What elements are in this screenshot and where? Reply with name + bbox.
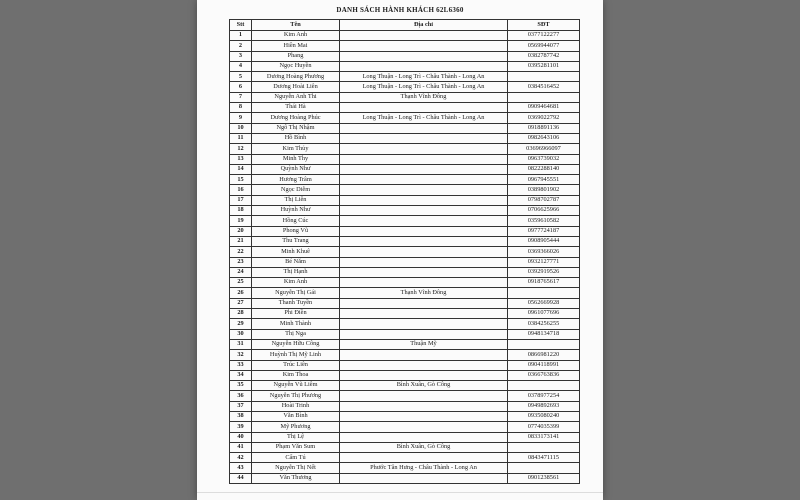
passenger-name: Nguyễn Vũ Liêm bbox=[252, 381, 340, 391]
passenger-address bbox=[340, 257, 508, 267]
passenger-phone: 0382787742 bbox=[508, 51, 580, 61]
passenger-address bbox=[340, 453, 508, 463]
table-row bbox=[230, 216, 580, 226]
row-number: 38 bbox=[230, 411, 252, 421]
table-row bbox=[230, 247, 580, 257]
passenger-phone: 0366763836 bbox=[508, 370, 580, 380]
table-row bbox=[230, 82, 580, 92]
table-row bbox=[230, 422, 580, 432]
row-number: 4 bbox=[230, 61, 252, 71]
passenger-phone: 0562669928 bbox=[508, 298, 580, 308]
passenger-address bbox=[340, 206, 508, 216]
passenger-phone: 0901238561 bbox=[508, 473, 580, 483]
passenger-address: Thạnh Vĩnh Đông bbox=[340, 92, 508, 102]
passenger-phone: 0377122277 bbox=[508, 31, 580, 41]
passenger-address: Bình Xuân, Gò Công bbox=[340, 442, 508, 452]
passenger-name: Nguyễn Thị Nết bbox=[252, 463, 340, 473]
row-number: 34 bbox=[230, 370, 252, 380]
passenger-phone: 0961077696 bbox=[508, 309, 580, 319]
passenger-name: Nguyễn Hữu Công bbox=[252, 339, 340, 349]
table-row bbox=[230, 257, 580, 267]
passenger-phone: 0706625966 bbox=[508, 206, 580, 216]
passenger-name: Mỹ Phương bbox=[252, 422, 340, 432]
row-number: 18 bbox=[230, 206, 252, 216]
column-header-address: Địa chỉ bbox=[340, 20, 508, 31]
passenger-name: Thị Liên bbox=[252, 195, 340, 205]
passenger-name: Minh Thy bbox=[252, 154, 340, 164]
row-number: 41 bbox=[230, 442, 252, 452]
passenger-name: Nguyễn Anh Thi bbox=[252, 92, 340, 102]
passenger-address bbox=[340, 103, 508, 113]
passenger-table bbox=[229, 19, 580, 484]
passenger-phone: 0904118991 bbox=[508, 360, 580, 370]
passenger-name: Ngọc Diễm bbox=[252, 185, 340, 195]
table-row bbox=[230, 103, 580, 113]
row-number: 26 bbox=[230, 288, 252, 298]
passenger-name: Hoài Trinh bbox=[252, 401, 340, 411]
passenger-address bbox=[340, 319, 508, 329]
passenger-phone: 0977724187 bbox=[508, 226, 580, 236]
table-row bbox=[230, 164, 580, 174]
passenger-name: Huỳnh Như bbox=[252, 206, 340, 216]
passenger-phone: 0384516452 bbox=[508, 82, 580, 92]
passenger-address bbox=[340, 411, 508, 421]
passenger-phone: 0843471115 bbox=[508, 453, 580, 463]
passenger-address: Long Thuận - Long Trì - Châu Thành - Long An bbox=[340, 72, 508, 82]
passenger-name: Ngọc Huyền bbox=[252, 61, 340, 71]
passenger-address bbox=[340, 298, 508, 308]
row-number: 15 bbox=[230, 175, 252, 185]
passenger-phone: 0949892693 bbox=[508, 401, 580, 411]
row-number: 22 bbox=[230, 247, 252, 257]
row-number: 30 bbox=[230, 329, 252, 339]
table-row bbox=[230, 175, 580, 185]
table-row bbox=[230, 133, 580, 143]
passenger-address bbox=[340, 154, 508, 164]
passenger-name: Nguyễn Thị Gái bbox=[252, 288, 340, 298]
table-row bbox=[230, 72, 580, 82]
table-row bbox=[230, 41, 580, 51]
passenger-address bbox=[340, 432, 508, 442]
row-number: 12 bbox=[230, 144, 252, 154]
passenger-name: Trúc Liên bbox=[252, 360, 340, 370]
row-number: 29 bbox=[230, 319, 252, 329]
passenger-phone: 0963739032 bbox=[508, 154, 580, 164]
passenger-address: Long Thuận - Long Trì - Châu Thành - Long An bbox=[340, 82, 508, 92]
row-number: 35 bbox=[230, 381, 252, 391]
row-number: 39 bbox=[230, 422, 252, 432]
passenger-name: Hiền Mai bbox=[252, 41, 340, 51]
passenger-address: Long Thuận - Long Trì - Châu Thành - Long An bbox=[340, 113, 508, 123]
passenger-phone: 0967945551 bbox=[508, 175, 580, 185]
passenger-address: Bình Xuân, Gò Công bbox=[340, 381, 508, 391]
table-row bbox=[230, 370, 580, 380]
passenger-address bbox=[340, 41, 508, 51]
row-number: 7 bbox=[230, 92, 252, 102]
passenger-address bbox=[340, 51, 508, 61]
row-number: 44 bbox=[230, 473, 252, 483]
table-row bbox=[230, 411, 580, 421]
passenger-address bbox=[340, 31, 508, 41]
table-row bbox=[230, 339, 580, 349]
table-row bbox=[230, 113, 580, 123]
row-number: 17 bbox=[230, 195, 252, 205]
passenger-phone: 0948134718 bbox=[508, 329, 580, 339]
table-row bbox=[230, 319, 580, 329]
table-row bbox=[230, 144, 580, 154]
row-number: 5 bbox=[230, 72, 252, 82]
passenger-address bbox=[340, 164, 508, 174]
table-row bbox=[230, 51, 580, 61]
passenger-name: Thu Trang bbox=[252, 236, 340, 246]
passenger-name: Thái Hà bbox=[252, 103, 340, 113]
row-number: 8 bbox=[230, 103, 252, 113]
page-edge bbox=[197, 492, 603, 493]
table-row bbox=[230, 267, 580, 277]
passenger-name: Minh Khuê bbox=[252, 247, 340, 257]
passenger-phone: 0909464681 bbox=[508, 103, 580, 113]
passenger-address bbox=[340, 247, 508, 257]
table-row bbox=[230, 288, 580, 298]
passenger-address bbox=[340, 370, 508, 380]
passenger-name: Hồng Cúc bbox=[252, 216, 340, 226]
passenger-phone: 0569944077 bbox=[508, 41, 580, 51]
passenger-name: Dương Hoàng Phúc bbox=[252, 113, 340, 123]
row-number: 11 bbox=[230, 133, 252, 143]
row-number: 42 bbox=[230, 453, 252, 463]
passenger-name: Văn Bình bbox=[252, 411, 340, 421]
passenger-address bbox=[340, 278, 508, 288]
passenger-name: Quỳnh Như bbox=[252, 164, 340, 174]
passenger-phone: 0798702787 bbox=[508, 195, 580, 205]
passenger-phone: 0389801902 bbox=[508, 185, 580, 195]
passenger-phone: 0918891136 bbox=[508, 123, 580, 133]
passenger-phone: 0369366026 bbox=[508, 247, 580, 257]
row-number: 3 bbox=[230, 51, 252, 61]
passenger-phone bbox=[508, 381, 580, 391]
table-row bbox=[230, 401, 580, 411]
passenger-address: Thuận Mỹ bbox=[340, 339, 508, 349]
table-row bbox=[230, 92, 580, 102]
passenger-phone bbox=[508, 463, 580, 473]
column-header-stt: Stt bbox=[230, 20, 252, 31]
column-header-name: Tên bbox=[252, 20, 340, 31]
row-number: 24 bbox=[230, 267, 252, 277]
row-number: 37 bbox=[230, 401, 252, 411]
passenger-phone bbox=[508, 72, 580, 82]
passenger-address bbox=[340, 350, 508, 360]
passenger-name: Huỳnh Thị Mỹ Linh bbox=[252, 350, 340, 360]
passenger-address bbox=[340, 175, 508, 185]
passenger-address bbox=[340, 473, 508, 483]
table-row bbox=[230, 226, 580, 236]
row-number: 40 bbox=[230, 432, 252, 442]
passenger-name: Phạm Văn Sum bbox=[252, 442, 340, 452]
row-number: 1 bbox=[230, 31, 252, 41]
passenger-address bbox=[340, 236, 508, 246]
row-number: 27 bbox=[230, 298, 252, 308]
row-number: 28 bbox=[230, 309, 252, 319]
row-number: 19 bbox=[230, 216, 252, 226]
passenger-name: Nguyễn Thị Phương bbox=[252, 391, 340, 401]
passenger-phone bbox=[508, 288, 580, 298]
passenger-name: Phang bbox=[252, 51, 340, 61]
row-number: 32 bbox=[230, 350, 252, 360]
passenger-phone: 0395281101 bbox=[508, 61, 580, 71]
row-number: 43 bbox=[230, 463, 252, 473]
table-row bbox=[230, 61, 580, 71]
table-row bbox=[230, 432, 580, 442]
passenger-name: Dương Hoàng Phương bbox=[252, 72, 340, 82]
passenger-name: Thị Nga bbox=[252, 329, 340, 339]
page-title: DANH SÁCH HÀNH KHÁCH 62L6360 bbox=[336, 6, 464, 14]
row-number: 31 bbox=[230, 339, 252, 349]
passenger-name: Hồ Bình bbox=[252, 133, 340, 143]
passenger-name: Phong Vũ bbox=[252, 226, 340, 236]
passenger-phone: 0359610582 bbox=[508, 216, 580, 226]
passenger-phone: 0392919526 bbox=[508, 267, 580, 277]
passenger-name: Kim Thoa bbox=[252, 370, 340, 380]
row-number: 2 bbox=[230, 41, 252, 51]
passenger-address bbox=[340, 195, 508, 205]
passenger-phone: 0822288140 bbox=[508, 164, 580, 174]
passenger-address bbox=[340, 360, 508, 370]
passenger-phone: 0932127771 bbox=[508, 257, 580, 267]
column-header-phone: SĐT bbox=[508, 20, 580, 31]
passenger-address bbox=[340, 267, 508, 277]
passenger-phone: 0982643106 bbox=[508, 133, 580, 143]
passenger-name: Minh Thành bbox=[252, 319, 340, 329]
passenger-address: Thạnh Vĩnh Đông bbox=[340, 288, 508, 298]
table-row bbox=[230, 236, 580, 246]
row-number: 36 bbox=[230, 391, 252, 401]
table-row bbox=[230, 195, 580, 205]
passenger-name: Ngô Thị Nhậm bbox=[252, 123, 340, 133]
table-row bbox=[230, 185, 580, 195]
row-number: 20 bbox=[230, 226, 252, 236]
row-number: 13 bbox=[230, 154, 252, 164]
table-row bbox=[230, 31, 580, 41]
passenger-address bbox=[340, 123, 508, 133]
passenger-address bbox=[340, 401, 508, 411]
passenger-address bbox=[340, 309, 508, 319]
table-row bbox=[230, 154, 580, 164]
table-header-row bbox=[230, 20, 580, 31]
table-row bbox=[230, 453, 580, 463]
passenger-address bbox=[340, 226, 508, 236]
passenger-address bbox=[340, 422, 508, 432]
row-number: 16 bbox=[230, 185, 252, 195]
table-row bbox=[230, 298, 580, 308]
passenger-name: Cẩm Tú bbox=[252, 453, 340, 463]
passenger-phone: 0918765617 bbox=[508, 278, 580, 288]
row-number: 6 bbox=[230, 82, 252, 92]
table-row bbox=[230, 329, 580, 339]
table-row bbox=[230, 442, 580, 452]
passenger-name: Kim Anh bbox=[252, 278, 340, 288]
passenger-name: Thanh Tuyền bbox=[252, 298, 340, 308]
passenger-name: Dương Hoài Liên bbox=[252, 82, 340, 92]
passenger-address bbox=[340, 216, 508, 226]
passenger-phone: 0378977254 bbox=[508, 391, 580, 401]
passenger-name: Thị Hạnh bbox=[252, 267, 340, 277]
passenger-phone: 0369022792 bbox=[508, 113, 580, 123]
passenger-address bbox=[340, 391, 508, 401]
passenger-name: Thị Lệ bbox=[252, 432, 340, 442]
row-number: 33 bbox=[230, 360, 252, 370]
passenger-name: Phi Điền bbox=[252, 309, 340, 319]
passenger-phone: 0908905444 bbox=[508, 236, 580, 246]
passenger-phone bbox=[508, 339, 580, 349]
passenger-name: Hương Trâm bbox=[252, 175, 340, 185]
passenger-phone bbox=[508, 442, 580, 452]
passenger-name: Kim Anh bbox=[252, 31, 340, 41]
passenger-address bbox=[340, 144, 508, 154]
table-row bbox=[230, 391, 580, 401]
table-row bbox=[230, 278, 580, 288]
table-row bbox=[230, 473, 580, 483]
passenger-address bbox=[340, 61, 508, 71]
passenger-phone: 0935080240 bbox=[508, 411, 580, 421]
passenger-phone bbox=[508, 92, 580, 102]
row-number: 9 bbox=[230, 113, 252, 123]
passenger-phone: 0774035399 bbox=[508, 422, 580, 432]
passenger-phone: 03696966097 bbox=[508, 144, 580, 154]
passenger-address: Phước Tân Hưng - Châu Thành - Long An bbox=[340, 463, 508, 473]
passenger-address bbox=[340, 133, 508, 143]
passenger-address bbox=[340, 329, 508, 339]
table-row bbox=[230, 463, 580, 473]
row-number: 10 bbox=[230, 123, 252, 133]
passenger-address bbox=[340, 185, 508, 195]
table-body bbox=[230, 31, 580, 484]
table-row bbox=[230, 309, 580, 319]
row-number: 23 bbox=[230, 257, 252, 267]
passenger-phone: 0384256255 bbox=[508, 319, 580, 329]
row-number: 21 bbox=[230, 236, 252, 246]
table-row bbox=[230, 206, 580, 216]
passenger-name: Bé Năm bbox=[252, 257, 340, 267]
table-row bbox=[230, 123, 580, 133]
table-row bbox=[230, 381, 580, 391]
table-row bbox=[230, 360, 580, 370]
row-number: 25 bbox=[230, 278, 252, 288]
row-number: 14 bbox=[230, 164, 252, 174]
passenger-name: Kim Thủy bbox=[252, 144, 340, 154]
passenger-phone: 0833173141 bbox=[508, 432, 580, 442]
document-page bbox=[197, 0, 603, 500]
passenger-phone: 0866981220 bbox=[508, 350, 580, 360]
table-row bbox=[230, 350, 580, 360]
passenger-name: Văn Thương bbox=[252, 473, 340, 483]
